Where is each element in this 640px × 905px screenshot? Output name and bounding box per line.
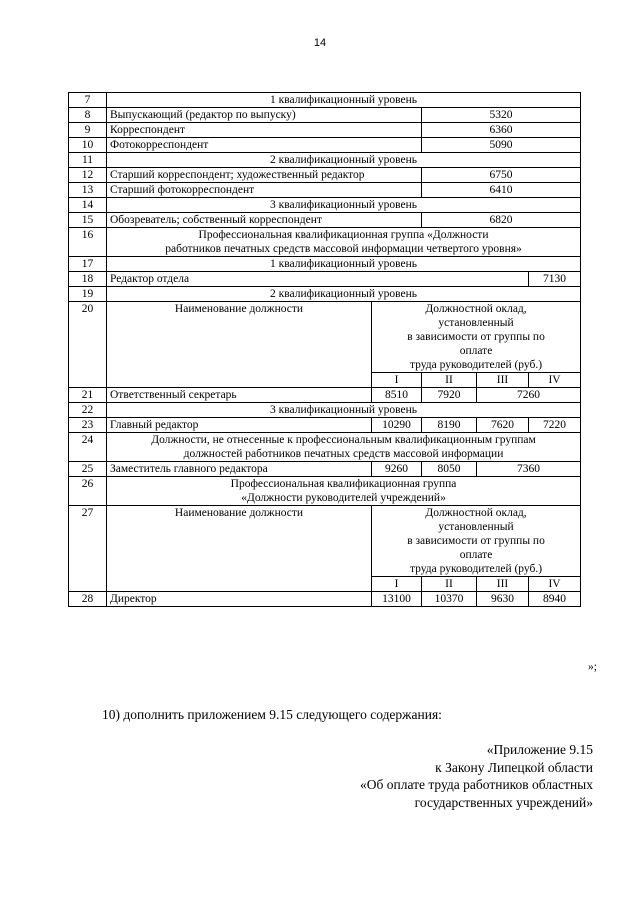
row-number: 20 [69, 302, 107, 388]
salary-value: 9630 [477, 592, 529, 607]
column-header-position: Наименование должности [107, 302, 372, 388]
header-line: труда руководителей (руб.) [409, 563, 543, 575]
salary-value: 7260 [477, 388, 581, 403]
row-number: 15 [69, 213, 107, 228]
header-line: Должностной оклад, [425, 507, 527, 519]
amendment-paragraph: 10) дополнить приложением 9.15 следующего содержания: [102, 707, 442, 722]
header-line: труда руководителей (руб.) [409, 359, 543, 371]
column-header-position: Наименование должности [107, 506, 372, 592]
table-row [69, 287, 581, 302]
position-name: Выпускающий (редактор по выпуску) [107, 108, 422, 123]
row-number: 14 [69, 198, 107, 213]
position-name: Редактор отдела [107, 272, 529, 287]
table-row [69, 433, 581, 462]
table-row [69, 592, 581, 607]
qualification-level: 3 квалификационный уровень [107, 403, 581, 418]
salary-value: 6750 [422, 168, 581, 183]
salary-value: 6410 [422, 183, 581, 198]
salary-value: 9260 [372, 462, 422, 477]
salary-value: 5320 [422, 108, 581, 123]
salary-value: 7620 [477, 418, 529, 433]
header-line: в зависимости от группы по [407, 535, 545, 547]
table-row [69, 272, 581, 287]
salary-value: 8190 [422, 418, 477, 433]
row-number: 22 [69, 403, 107, 418]
group-label: III [477, 373, 529, 388]
salary-value: 10370 [422, 592, 477, 607]
table-row [69, 477, 581, 506]
table-row [69, 228, 581, 257]
group-label: III [477, 577, 529, 592]
row-number: 17 [69, 257, 107, 272]
position-name: Корреспондент [107, 123, 422, 138]
table-row [69, 153, 581, 168]
position-name: Ответственный секретарь [107, 388, 372, 403]
row-number: 8 [69, 108, 107, 123]
qualification-level: 3 квалификационный уровень [107, 198, 581, 213]
salary-value: 7130 [529, 272, 581, 287]
salary-value: 8050 [422, 462, 477, 477]
salary-value: 8940 [529, 592, 581, 607]
header-line: оплате [459, 345, 493, 357]
salary-value: 7920 [422, 388, 477, 403]
salary-value: 8510 [372, 388, 422, 403]
table-row [69, 168, 581, 183]
salary-value: 7220 [529, 418, 581, 433]
header-line: в зависимости от группы по [407, 331, 545, 343]
group-label: I [372, 373, 422, 388]
row-number: 23 [69, 418, 107, 433]
table-row [69, 403, 581, 418]
qualification-level: 2 квалификационный уровень [107, 153, 581, 168]
row-number: 12 [69, 168, 107, 183]
row-number: 16 [69, 228, 107, 257]
table-row [69, 388, 581, 403]
position-name: Старший корреспондент; художественный редактор [107, 168, 422, 183]
row-number: 13 [69, 183, 107, 198]
table-row [69, 198, 581, 213]
group-heading-line: Профессиональная квалификационная группа [230, 478, 457, 490]
salary-value: 10290 [372, 418, 422, 433]
position-name: Главный редактор [107, 418, 372, 433]
group-label: II [422, 373, 477, 388]
table-row [69, 138, 581, 153]
header-line: оплате [459, 549, 493, 561]
group-label: IV [529, 577, 581, 592]
row-number: 28 [69, 592, 107, 607]
table-row [69, 213, 581, 228]
table-row [69, 183, 581, 198]
column-header-salary [372, 506, 581, 577]
row-number: 27 [69, 506, 107, 592]
header-line: установленный [438, 521, 514, 533]
row-number: 26 [69, 477, 107, 506]
appendix-line: к Закону Липецкой области [435, 759, 593, 775]
salary-value: 7360 [477, 462, 581, 477]
table-row [69, 506, 581, 577]
row-number: 11 [69, 153, 107, 168]
table-row [69, 462, 581, 477]
appendix-heading [360, 741, 593, 811]
table-row [69, 302, 581, 373]
salary-table [68, 92, 581, 607]
row-number: 10 [69, 138, 107, 153]
group-heading-line: «Должности руководителей учреждений» [241, 492, 446, 504]
group-heading [107, 433, 581, 462]
header-line: Должностной оклад, [425, 303, 527, 315]
table-row [69, 123, 581, 138]
group-label: II [422, 577, 477, 592]
row-number: 7 [69, 93, 107, 108]
group-heading-line: должностей работников печатных средств массовой информации [183, 448, 504, 460]
salary-value: 6820 [422, 213, 581, 228]
page-number: 14 [313, 37, 327, 49]
table-row [69, 108, 581, 123]
group-heading [107, 477, 581, 506]
position-name: Обозреватель; собственный корреспондент [107, 213, 422, 228]
group-heading [107, 228, 581, 257]
table-row [69, 418, 581, 433]
header-line: установленный [438, 317, 514, 329]
position-name: Заместитель главного редактора [107, 462, 372, 477]
salary-value: 5090 [422, 138, 581, 153]
appendix-line: «Приложение 9.15 [486, 742, 593, 757]
position-name: Фотокорреспондент [107, 138, 422, 153]
qualification-level: 2 квалификационный уровень [107, 287, 581, 302]
group-heading-line: работников печатных средств массовой информации четвертого уровня» [165, 243, 522, 255]
row-number: 18 [69, 272, 107, 287]
position-name: Старший фотокорреспондент [107, 183, 422, 198]
row-number: 25 [69, 462, 107, 477]
appendix-line: «Об оплате труда работников областных [360, 777, 593, 792]
row-number: 9 [69, 123, 107, 138]
qualification-level: 1 квалификационный уровень [107, 257, 581, 272]
row-number: 19 [69, 287, 107, 302]
group-heading-line: Профессиональная квалификационная группа «Должности [198, 229, 489, 241]
salary-value: 6360 [422, 123, 581, 138]
row-number: 21 [69, 388, 107, 403]
table-row [69, 257, 581, 272]
column-header-salary [372, 302, 581, 373]
position-name: Директор [107, 592, 372, 607]
group-label: IV [529, 373, 581, 388]
group-label: I [372, 577, 422, 592]
table-row [69, 93, 581, 108]
qualification-level: 1 квалификационный уровень [107, 93, 581, 108]
row-number: 24 [69, 433, 107, 462]
closing-quote-mark: »; [588, 661, 597, 673]
appendix-line: государственных учреждений» [414, 794, 593, 810]
group-heading-line: Должности, не отнесенные к профессиональным квалификационным группам [151, 434, 536, 446]
salary-value: 13100 [372, 592, 422, 607]
